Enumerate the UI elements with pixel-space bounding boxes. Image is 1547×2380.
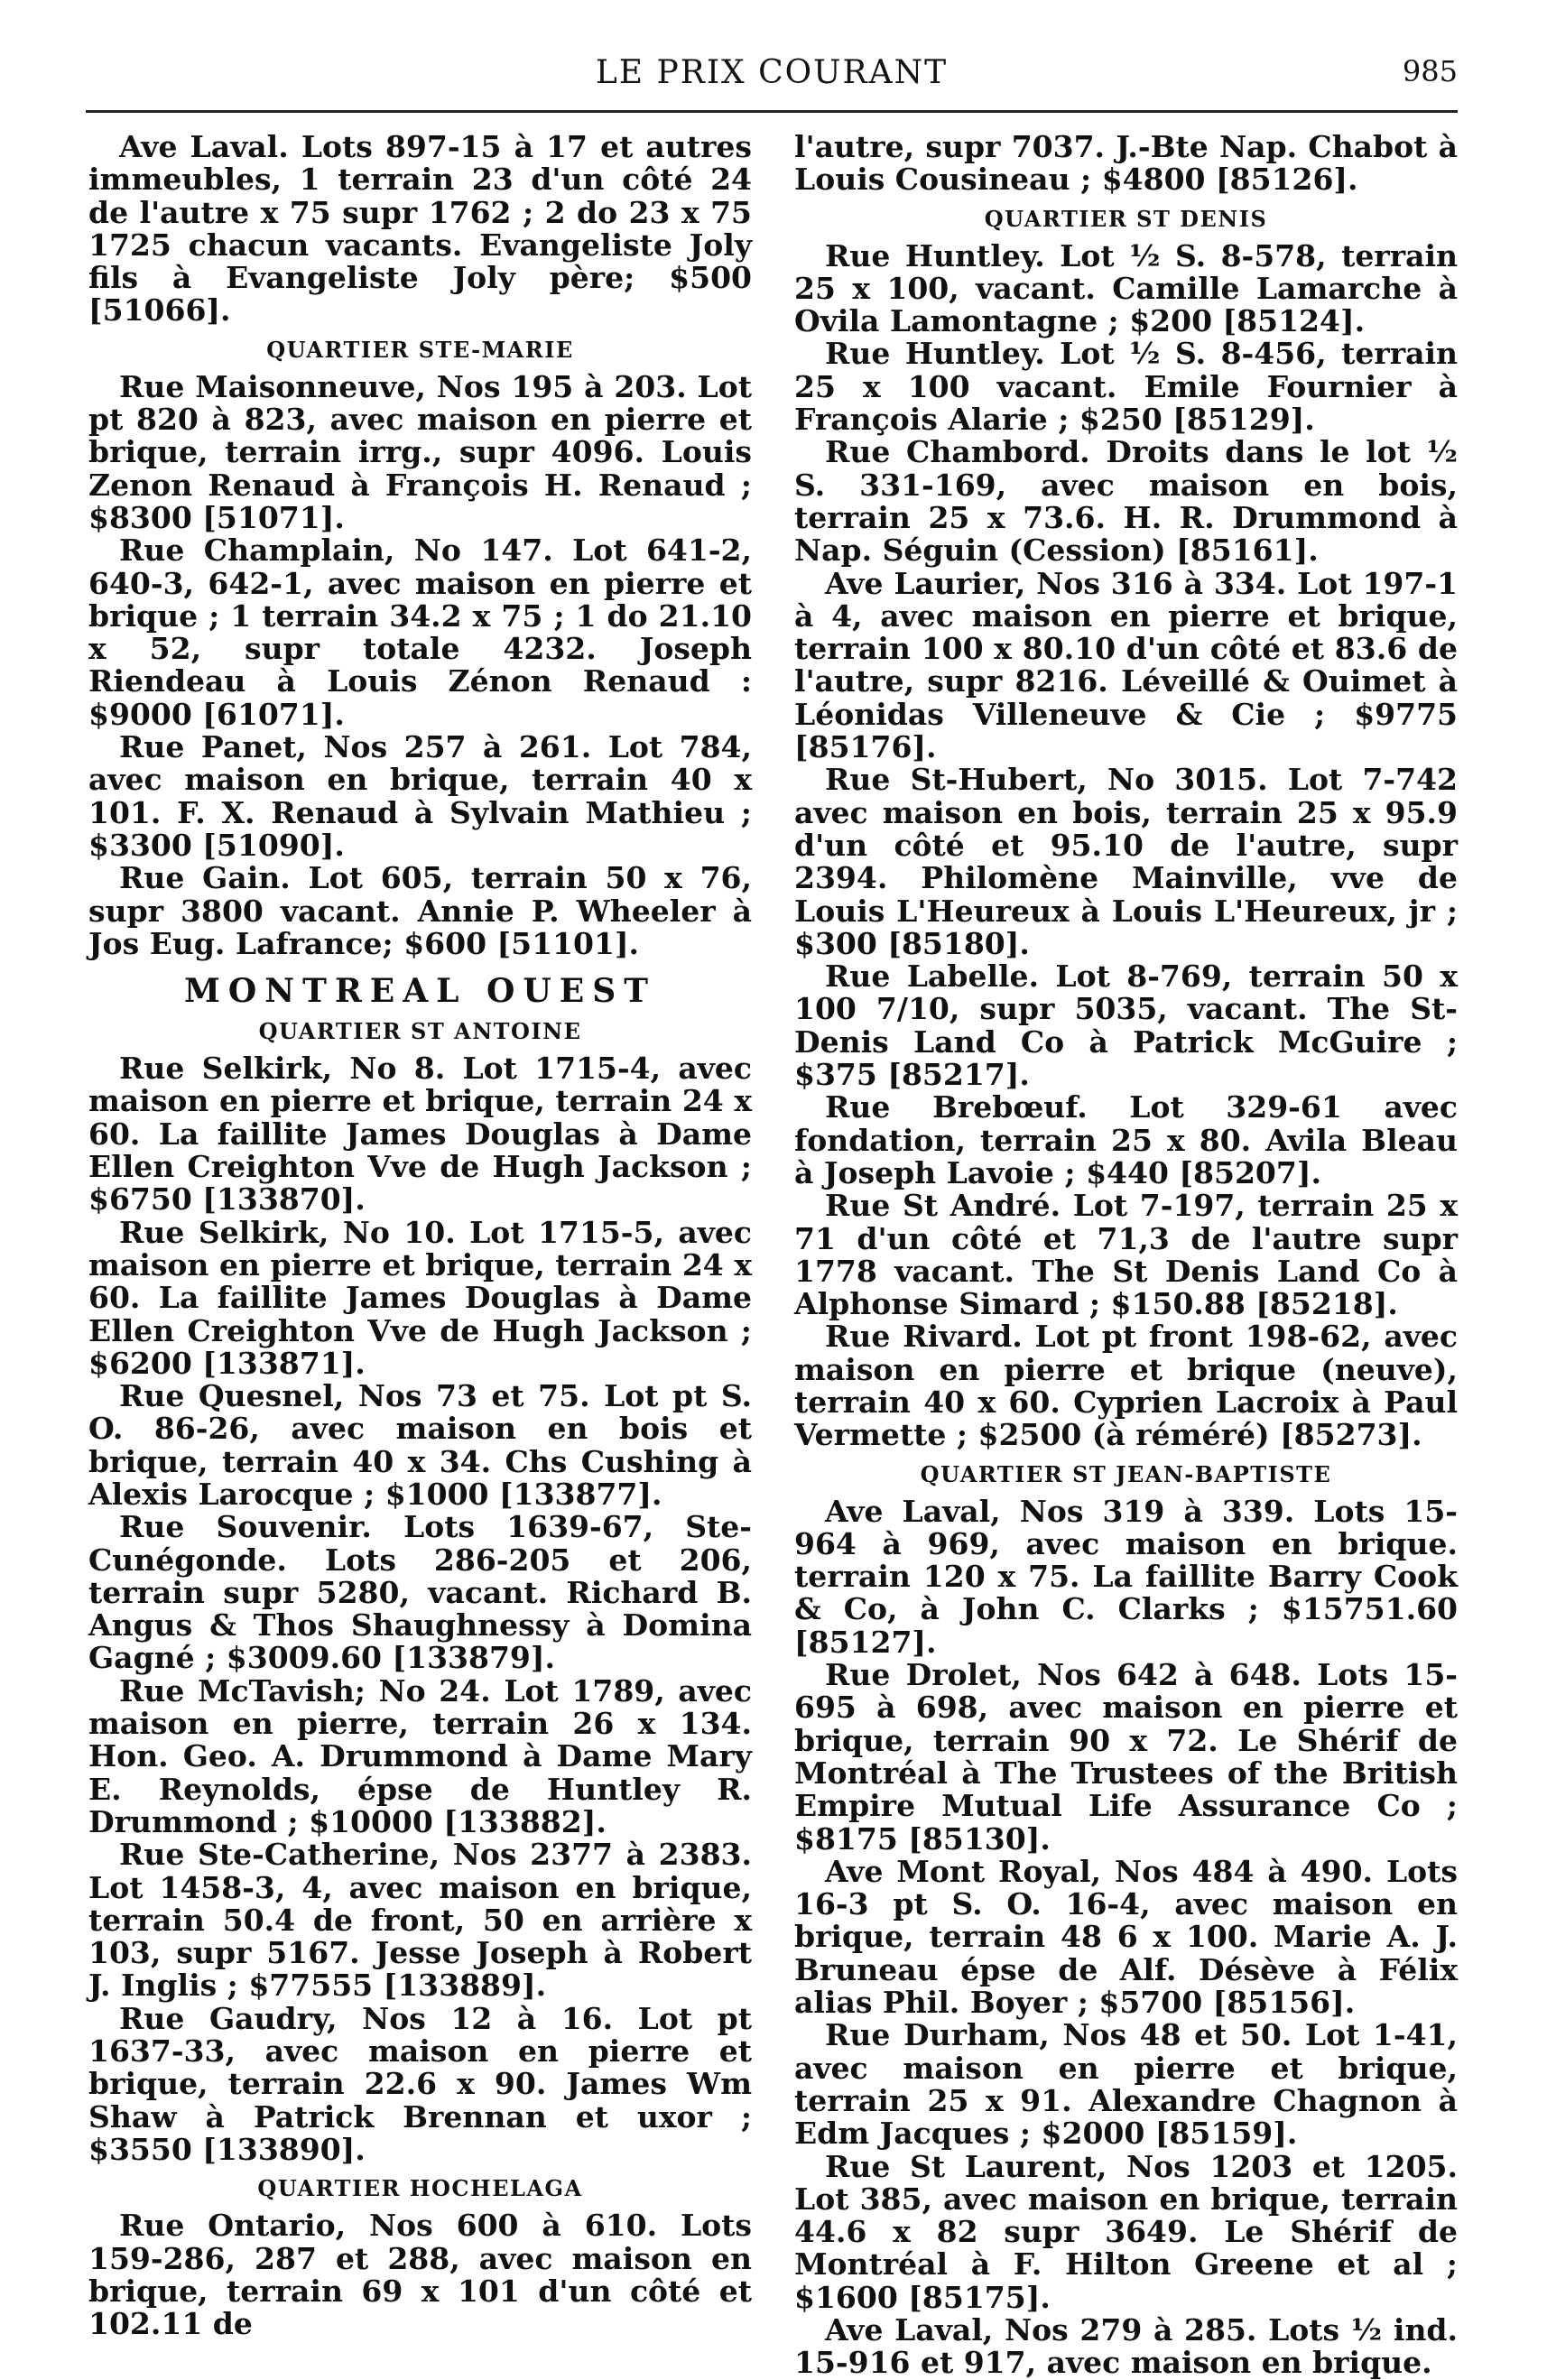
page-number: 985 bbox=[1402, 54, 1458, 88]
listing-entry: Rue Selkirk, No 8. Lot 1715-4, avec maison en pierre et brique, terrain 24 x 60. La faillite James Douglas à Dame Ellen Creighton Vve de Hugh Jackson ; $6750 [133870]. bbox=[88, 1051, 752, 1218]
listing-entry: Rue Gain. Lot 605, terrain 50 x 76, supr 3800 vacant. Annie P. Wheeler à Jos Eug. Lafrance; $600 [51101]. bbox=[88, 860, 752, 961]
listing-entry: Rue Ontario, Nos 600 à 610. Lots 159-286, 287 et 288, avec maison en brique, terrain 69 x 101 d'un côté et 102.11 de bbox=[88, 2208, 752, 2342]
running-title: LE PRIX COURANT bbox=[595, 54, 949, 91]
section-heading: QUARTIER ST JEAN-BAPTISTE bbox=[920, 1460, 1332, 1487]
listing-entry: Rue Drolet, Nos 642 à 648. Lots 15-695 à 698, avec maison en pierre et brique, terrain 90 x 72. Le Shérif de Montréal à The Trustees of the British Empire Mutual Life Assurance Co ; $8175 [85130]. bbox=[794, 1657, 1458, 1857]
listing-entry: Rue Champlain, No 147. Lot 641-2, 640-3, 642-1, avec maison en pierre et brique ; 1 terrain 34.2 x 75 ; 1 do 21.10 x 52, supr totale 4232. Joseph Riendeau à Louis Zénon Renaud : $9000 [61071]. bbox=[88, 532, 752, 732]
listing-entry: Rue Chambord. Droits dans le lot ½ S. 331-169, avec maison en bois, terrain 25 x 73.6. H. R. Drummond à Nap. Séguin (Cession) [85161]. bbox=[794, 434, 1458, 569]
listing-entry: Rue Souvenir. Lots 1639-67, Ste-Cunégonde. Lots 286-205 et 206, terrain supr 5280, vacant. Richard B. Angus & Thos Shaughnessy à Domina Gagné ; $3009.60 [133879]. bbox=[88, 1509, 752, 1676]
listing-entry: Ave Laval, Nos 279 à 285. Lots ½ ind. 15-916 et 917, avec maison en brique. bbox=[794, 2312, 1458, 2380]
listing-entry: Ave Mont Royal, Nos 484 à 490. Lots 16-3 pt S. O. 16-4, avec maison en brique, terrain 48 6 x 100. Marie A. J. Bruneau épse de Alf. Désève à Félix alias Phil. Boyer ; $5700 [85156]. bbox=[794, 1853, 1458, 2021]
listing-entry: Rue St Laurent, Nos 1203 et 1205. Lot 385, avec maison en brique, terrain 44.6 x 82 supr 3649. Le Shérif de Montréal à F. Hilton Greene et al ; $1600 [85175]. bbox=[794, 2148, 1458, 2315]
section-heading: QUARTIER ST ANTOINE bbox=[258, 1018, 582, 1045]
listing-entry: Rue Durham, Nos 48 et 50. Lot 1-41, avec maison en pierre et brique, terrain 25 x 91. Alexandre Chagnon à Edm Jacques ; $2000 [85159]. bbox=[794, 2017, 1458, 2152]
left-column bbox=[88, 131, 752, 2340]
listing-entry: Ave Laval, Nos 319 à 339. Lots 15-964 à 969, avec maison en brique. terrain 120 x 75. La faillite Barry Cook & Co, à John C. Clarks ; $15751.60 [85127]. bbox=[794, 1493, 1458, 1660]
listing-entry: Rue Panet, Nos 257 à 261. Lot 784, avec maison en brique, terrain 40 x 101. F. X. Renaud à Sylvain Mathieu ; $3300 [51090]. bbox=[88, 729, 752, 863]
listing-entry: Rue Ste-Catherine, Nos 2377 à 2383. Lot 1458-3, 4, avec maison en brique, terrain 50.4 de front, 50 en arrière x 103, supr 5167. Jesse Joseph à Robert J. Inglis ; $77555 [133889]. bbox=[88, 1837, 752, 2004]
section-heading: QUARTIER STE-MARIE bbox=[266, 336, 574, 363]
section-heading: QUARTIER HOCHELAGA bbox=[257, 2175, 583, 2202]
listing-entry: Rue Huntley. Lot ½ S. 8-578, terrain 25 x 100, vacant. Camille Lamarche à Ovila Lamontagne ; $200 [85124]. bbox=[794, 237, 1458, 339]
listing-entry: Ave Laurier, Nos 316 à 334. Lot 197-1 à 4, avec maison en pierre et brique, terrain 100 x 80.10 d'un côté et 83.6 de l'autre, supr 8216. Léveillé & Ouimet à Léonidas Villeneuve & Cie ; $9775 [85176]. bbox=[794, 565, 1458, 765]
listing-entry: Rue St André. Lot 7-197, terrain 25 x 71 d'un côté et 71,3 de l'autre supr 1778 vacant. The St Denis Land Co à Alphonse Simard ; $150.88 [85218]. bbox=[794, 1188, 1458, 1322]
page-header bbox=[86, 47, 1458, 113]
section-heading: QUARTIER ST DENIS bbox=[984, 205, 1268, 232]
listing-entry: Rue Huntley. Lot ½ S. 8-456, terrain 25 x 100 vacant. Emile Fournier à François Alarie ; $250 [85129]. bbox=[794, 336, 1458, 438]
listing-entry: Rue Brebœuf. Lot 329-61 avec fondation, terrain 25 x 80. Avila Bleau à Joseph Lavoie ; $440 [85207]. bbox=[794, 1089, 1458, 1190]
listing-entry-continued: l'autre, supr 7037. J.-Bte Nap. Chabot à Louis Cousineau ; $4800 [85126]. bbox=[794, 129, 1458, 198]
right-column bbox=[794, 131, 1458, 2380]
listing-entry: Rue Gaudry, Nos 12 à 16. Lot pt 1637-33, avec maison en pierre et brique, terrain 22.6 x 90. James Wm Shaw à Patrick Brennan et uxor ; $3550 [133890]. bbox=[88, 2000, 752, 2167]
listing-entry: Rue St-Hubert, No 3015. Lot 7-742 avec maison en bois, terrain 25 x 95.9 d'un côté et 95.10 de l'autre, supr 2394. Philomène Mainville, vve de Louis L'Heureux à Louis L'Heureux, jr ; $300 [85180]. bbox=[794, 762, 1458, 961]
listing-entry: Rue Rivard. Lot pt front 198-62, avec maison en pierre et brique (neuve), terrain 40 x 60. Cyprien Lacroix à Paul Vermette ; $2500 (à réméré) [85273]. bbox=[794, 1319, 1458, 1453]
major-heading: MONTREAL OUEST bbox=[183, 972, 657, 1011]
listing-entry: Rue Labelle. Lot 8-769, terrain 50 x 100 7/10, supr 5035, vacant. The St-Denis Land Co à Patrick McGuire ; $375 [85217]. bbox=[794, 958, 1458, 1093]
listing-entry: Ave Laval. Lots 897-15 à 17 et autres immeubles, 1 terrain 23 d'un côté 24 de l'autre x 75 supr 1762 ; 2 do 23 x 75 1725 chacun vacants. Evangeliste Joly fils à Evangeliste Joly père; $500 [51066]. bbox=[88, 129, 752, 329]
listing-entry: Rue Selkirk, No 10. Lot 1715-5, avec maison en pierre et brique, terrain 24 x 60. La faillite James Douglas à Dame Ellen Creighton Vve de Hugh Jackson ; $6200 [133871]. bbox=[88, 1214, 752, 1381]
listing-entry: Rue McTavish; No 24. Lot 1789, avec maison en pierre, terrain 26 x 134. Hon. Geo. A. Drummond à Dame Mary E. Reynolds, épse de Huntley R. Drummond ; $10000 [133882]. bbox=[88, 1672, 752, 1839]
listing-entry: Rue Quesnel, Nos 73 et 75. Lot pt S. O. 86-26, avec maison en bois et brique, terrain 40 x 34. Chs Cushing à Alexis Larocque ; $1000 [133877]. bbox=[88, 1378, 752, 1512]
listing-entry: Rue Maisonneuve, Nos 195 à 203. Lot pt 820 à 823, avec maison en pierre et brique, terrain irrg., supr 4096. Louis Zenon Renaud à François H. Renaud ; $8300 [51071]. bbox=[88, 368, 752, 535]
